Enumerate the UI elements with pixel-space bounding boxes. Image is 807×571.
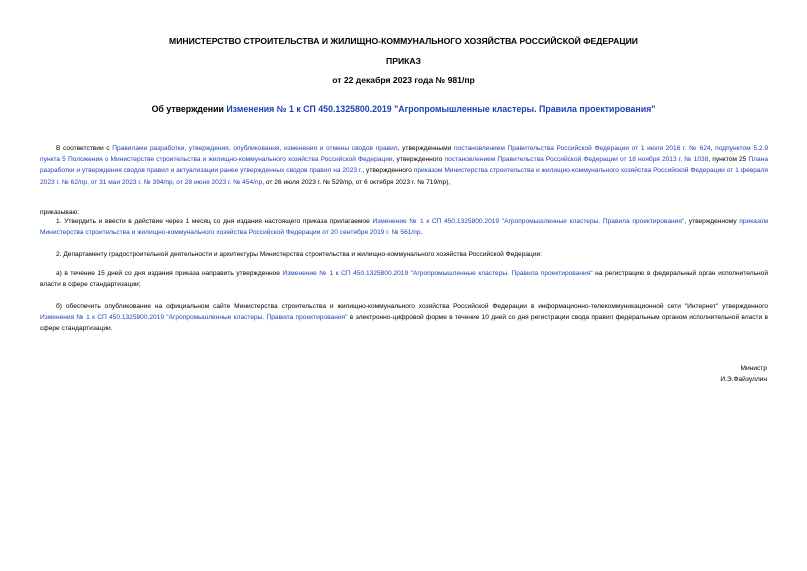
link-order-62[interactable]: приказом Министерства строительства и жилищно-коммунального хозяйства Российской Федерации от 1 февраля 2023 г. № 62/пр, от 31 мая 2023 г. № 394/пр, от 28 июня 2023 г. № 454/пр [40,167,768,186]
text: , утвержденного [392,156,445,164]
link-change-1-registration[interactable]: Изменение № 1 к СП 450.1325800.2019 "Агропромышленные кластеры. Правила проектирования" [282,270,593,277]
link-resolution-1038[interactable]: постановлением Правительства Российской Федерации от 18 ноября 2013 г. № 1038 [444,156,709,164]
document-subject [0,104,807,114]
subject-link[interactable]: Изменения № 1 к СП 450.1325800.2019 "Агропромышленные кластеры. Правила проектирования" [226,104,656,114]
text: , пунктом 25 [708,156,749,164]
text: , [710,145,716,152]
text: на регистрацию в федеральный орган исполнительной власти в сфере стандартизации; [40,270,768,289]
subject-prefix: Об утверждении [151,104,227,114]
text: , утвержденному [684,218,740,225]
signature-block [720,363,767,385]
link-plan-2023[interactable]: Плана разработки и утверждения сводов правил и актуализации ранее утвержденных сводов правил на 2023 г. [40,156,768,175]
text: . [420,229,423,237]
paragraph-basis [40,143,768,188]
link-resolution-624[interactable]: постановлением Правительства Российской Федерации от 1 июля 2016 г. № 624 [454,145,711,152]
prikazyvayu-label: приказываю: [40,209,80,216]
text: 1. Утвердить и ввести в действие через 1 месяц со дня издания настоящего приказа прилагаемое [56,218,373,225]
text: , утвержденными [397,145,455,152]
link-change-1-publication[interactable]: Изменения № 1 к СП 450.1325800.2019 "Агропромышленные кластеры. Правила проектирования" [40,314,348,322]
text: В соответствии с [56,145,113,152]
link-change-1[interactable]: Изменение № 1 к СП 450.1325800.2019 "Агропромышленные кластеры. Правила проектирования" [372,218,685,225]
signature-title: Министр [740,365,767,372]
text: в электронно-цифровой форме в течение 10 дней со дня регистрации свода правил федеральным органом исполнительной власти в сфере стандартизации. [40,314,769,333]
paragraph-item-2a [40,268,768,290]
text: б) обеспечить опубликование на официальном сайте Министерства строительства и жилищно-коммунального хозяйства Российской Федерации в информационно-телекоммуникационной сети "Интернет" утвержденного [56,303,768,310]
link-regulation-5-2-9[interactable]: подпунктом 5.2.9 пункта 5 Положения о Министерстве строительства и жилищно-коммунального хозяйства Российской Федерации [40,145,769,164]
text: , утвержденного [362,167,414,175]
signature-name: И.Э.Файзуллин [720,376,767,383]
text: а) в течение 15 дней со дня издания приказа направить утвержденное [56,270,283,277]
paragraph-item-2b [40,301,768,335]
ministry-title: МИНИСТЕРСТВО СТРОИТЕЛЬСТВА И ЖИЛИЩНО-КОММУНАЛЬНОГО ХОЗЯЙСТВА РОССИЙСКОЙ ФЕДЕРАЦИИ [169,36,638,46]
document-type: ПРИКАЗ [386,56,421,66]
link-order-561[interactable]: приказом Министерства строительства и жилищно-коммунального хозяйства Российской Федерации от 20 сентября 2019 г. № 561/пр [40,218,769,237]
text: , от 26 июля 2023 г. № 529/пр, от 6 октября 2023 г. № 719/пр), [262,178,451,186]
paragraph-item-1 [40,216,768,238]
link-rules[interactable]: Правилами разработки, утверждения, опубликования, изменения и отмены сводов правил [112,145,398,152]
document-date-number: от 22 декабря 2023 года № 981/пр [332,75,475,85]
paragraph-item-2: 2. Департаменту градостроительной деятельности и архитектуры Министерства строительства и жилищно-коммунального хозяйства Российской Федерации: [56,251,543,258]
